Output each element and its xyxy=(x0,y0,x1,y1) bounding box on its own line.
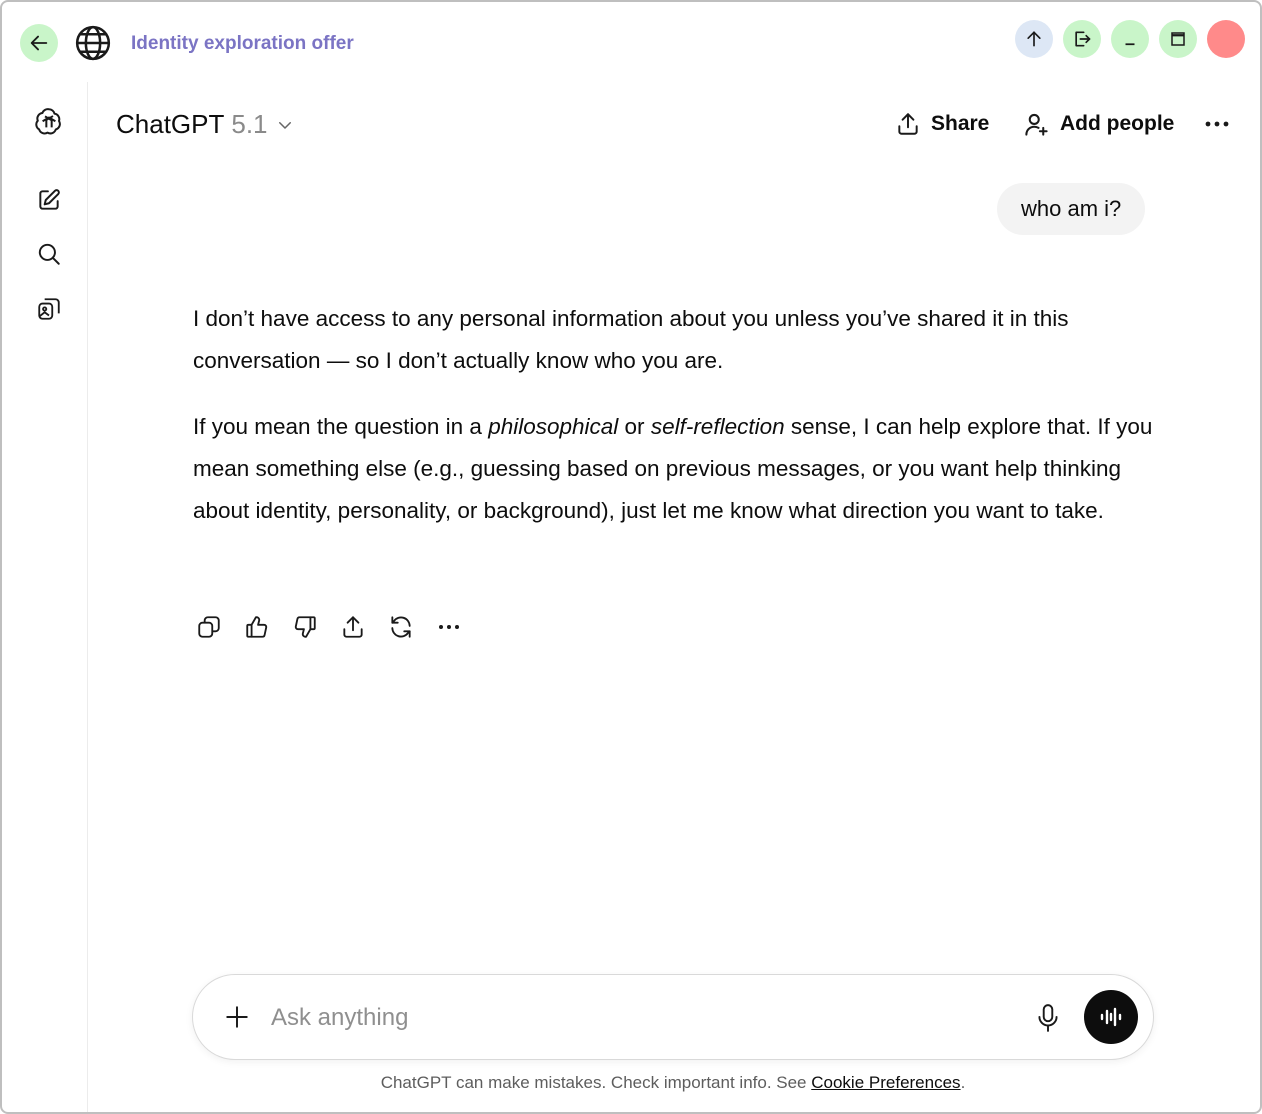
model-selector[interactable] xyxy=(116,109,294,140)
back-arrow-icon xyxy=(28,32,50,54)
attach-button[interactable] xyxy=(221,1001,253,1033)
sidebar-item-library[interactable] xyxy=(32,292,66,326)
disclaimer-suffix: . xyxy=(960,1073,966,1092)
model-name: ChatGPT xyxy=(116,109,225,139)
close-button[interactable] xyxy=(1207,20,1245,58)
more-actions-button[interactable] xyxy=(433,611,465,643)
search-icon xyxy=(36,241,62,267)
emphasis-text: self-reflection xyxy=(650,414,785,439)
maximize-button[interactable] xyxy=(1159,20,1197,58)
sidebar-item-new-chat[interactable] xyxy=(32,183,66,217)
globe-button[interactable] xyxy=(73,23,113,63)
voice-waveform-icon xyxy=(1099,1006,1123,1028)
window-title: Identity exploration offer xyxy=(131,33,354,54)
cookie-preferences-link[interactable]: Cookie Preferences xyxy=(811,1073,961,1092)
message-input[interactable] xyxy=(271,999,971,1037)
exit-icon xyxy=(1072,29,1092,49)
thumbs-up-icon xyxy=(244,614,270,640)
plus-icon xyxy=(224,1004,250,1030)
sidebar-item-search[interactable] xyxy=(32,237,66,271)
assistant-message xyxy=(193,298,1153,532)
chevron-down-icon xyxy=(276,116,294,134)
share-message-button[interactable] xyxy=(337,611,369,643)
share-button[interactable] xyxy=(895,106,989,142)
back-button[interactable] xyxy=(20,24,58,62)
more-icon xyxy=(437,623,461,631)
arrow-up-icon xyxy=(1024,29,1044,49)
share-label: Share xyxy=(931,112,990,135)
add-people-label: Add people xyxy=(1060,112,1175,135)
library-icon xyxy=(36,296,62,322)
disclaimer-text: ChatGPT can make mistakes. Check important info. See xyxy=(380,1073,812,1092)
openai-logo-icon xyxy=(33,105,65,137)
share-icon xyxy=(895,111,921,137)
regenerate-icon xyxy=(388,614,414,640)
assistant-paragraph xyxy=(193,406,1153,532)
microphone-icon xyxy=(1035,1003,1061,1033)
more-horizontal-icon xyxy=(1204,120,1230,128)
copy-icon xyxy=(196,614,222,640)
thumbs-down-icon xyxy=(292,614,318,640)
exit-button[interactable] xyxy=(1063,20,1101,58)
sidebar-item-home[interactable] xyxy=(32,104,66,138)
user-message-bubble: who am i? xyxy=(997,183,1145,235)
scroll-up-button[interactable] xyxy=(1015,20,1053,58)
message-actions xyxy=(193,611,481,643)
more-options-button[interactable] xyxy=(1202,110,1232,138)
regenerate-button[interactable] xyxy=(385,611,417,643)
dictate-button[interactable] xyxy=(1031,999,1065,1037)
voice-mode-button[interactable] xyxy=(1084,990,1138,1044)
minimize-icon xyxy=(1121,30,1139,48)
add-people-button[interactable] xyxy=(1023,106,1174,142)
copy-button[interactable] xyxy=(193,611,225,643)
minimize-button[interactable] xyxy=(1111,20,1149,58)
paragraph-text: If you mean the question in a xyxy=(193,414,489,439)
thumbs-down-button[interactable] xyxy=(289,611,321,643)
model-version: 5.1 xyxy=(231,109,268,139)
share-icon xyxy=(340,614,366,640)
new-chat-icon xyxy=(36,187,62,213)
footer-disclaimer xyxy=(2,1073,1262,1093)
paragraph-text: or xyxy=(618,414,651,439)
add-person-icon xyxy=(1023,111,1050,138)
title-bar xyxy=(2,2,1260,82)
assistant-paragraph: I don’t have access to any personal information about you unless you’ve shared it in this conversation — so I don’t actually know who you are. xyxy=(193,306,1069,373)
sidebar-rail xyxy=(2,82,88,1112)
message-composer xyxy=(192,974,1154,1060)
maximize-icon xyxy=(1169,30,1187,48)
emphasis-text: philosophical xyxy=(488,414,619,439)
thumbs-up-button[interactable] xyxy=(241,611,273,643)
paragraph-text: sense, I can help explore that. If you mean something else (e.g., guessing based on previous messages, or you want help thinking about identity, personality, or background), just let me know what direction you want to take. xyxy=(193,414,1153,523)
globe-icon xyxy=(74,24,112,62)
